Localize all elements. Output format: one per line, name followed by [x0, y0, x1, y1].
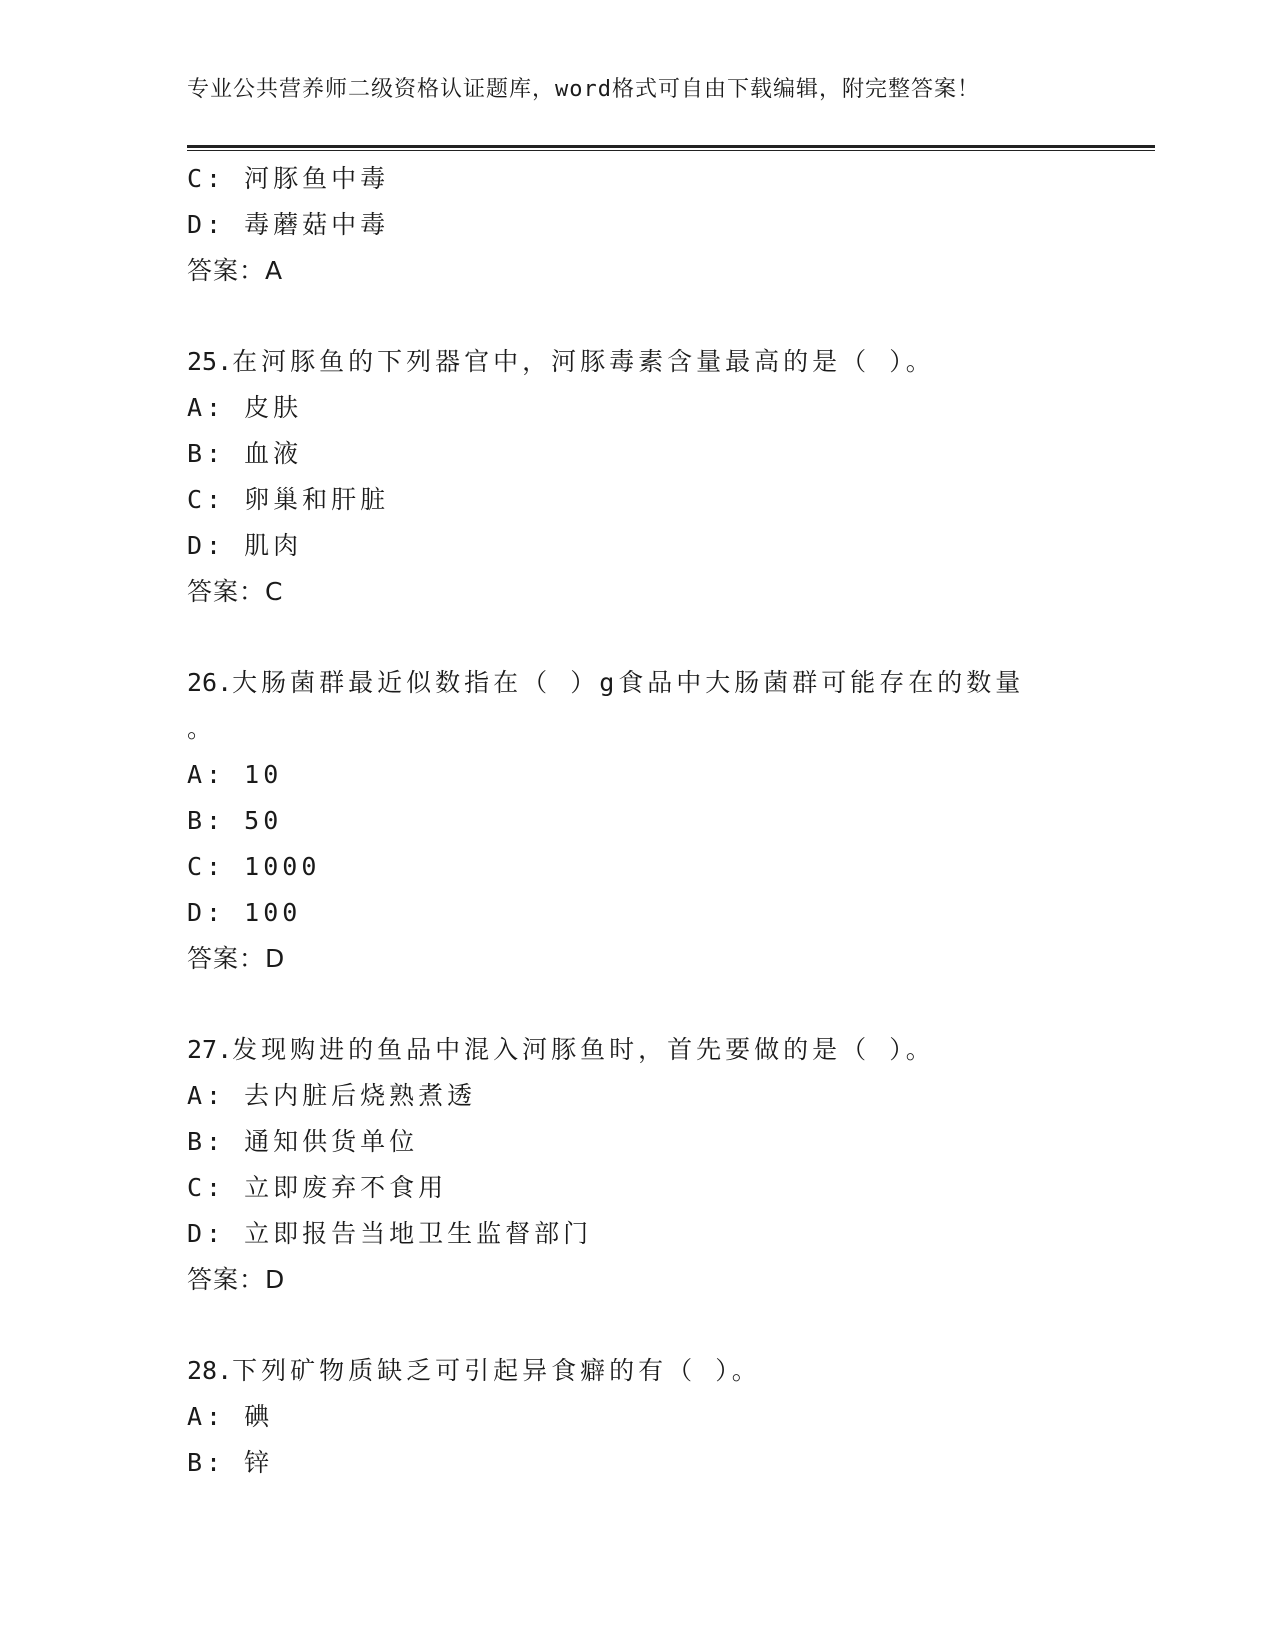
question-stem: 26.大肠菌群最近似数指在（ ）g食品中大肠菌群可能存在的数量 [187, 668, 1025, 697]
option-line: B: 50 [187, 806, 283, 835]
question-25 [187, 339, 1147, 615]
spacer [187, 615, 1147, 660]
option-line: C: 卵巢和肝脏 [187, 485, 390, 514]
spacer [187, 1303, 1147, 1348]
answer-line: 答案：D [187, 1265, 286, 1294]
spacer [187, 294, 1147, 339]
option-line: B: 通知供货单位 [187, 1127, 419, 1156]
option-line: D: 毒蘑菇中毒 [187, 210, 390, 239]
question-26 [187, 660, 1147, 982]
answer-line: 答案：D [187, 944, 286, 973]
answer-line: 答案：C [187, 577, 284, 606]
option-line: D: 立即报告当地卫生监督部门 [187, 1219, 593, 1248]
question-content [187, 156, 1147, 1486]
option-line: D: 100 [187, 898, 302, 927]
option-line: C: 河豚鱼中毒 [187, 164, 390, 193]
option-line: D: 肌肉 [187, 531, 303, 560]
header-rule-thick [187, 145, 1155, 148]
question-stem: 27.发现购进的鱼品中混入河豚鱼时，首先要做的是（ ）。 [187, 1035, 935, 1064]
header-rule-thin [187, 150, 1155, 151]
option-line: B: 锌 [187, 1448, 274, 1477]
option-line: A: 碘 [187, 1402, 274, 1431]
option-line: C: 1000 [187, 852, 321, 881]
option-line: A: 去内脏后烧熟煮透 [187, 1081, 477, 1110]
question-28 [187, 1348, 1147, 1486]
question-stem-continuation: 。 [187, 714, 213, 743]
question-27 [187, 1027, 1147, 1303]
page-header: 专业公共营养师二级资格认证题库，word格式可自由下载编辑，附完整答案！ [187, 77, 980, 102]
question-stem: 25.在河豚鱼的下列器官中，河豚毒素含量最高的是（ ）。 [187, 347, 935, 376]
option-line: A: 10 [187, 760, 283, 789]
option-line: B: 血液 [187, 439, 303, 468]
previous-question [187, 156, 1147, 294]
option-line: A: 皮肤 [187, 393, 303, 422]
spacer [187, 982, 1147, 1027]
option-line: C: 立即废弃不食用 [187, 1173, 448, 1202]
answer-line: 答案：A [187, 256, 284, 285]
question-stem: 28.下列矿物质缺乏可引起异食癖的有（ ）。 [187, 1356, 761, 1385]
